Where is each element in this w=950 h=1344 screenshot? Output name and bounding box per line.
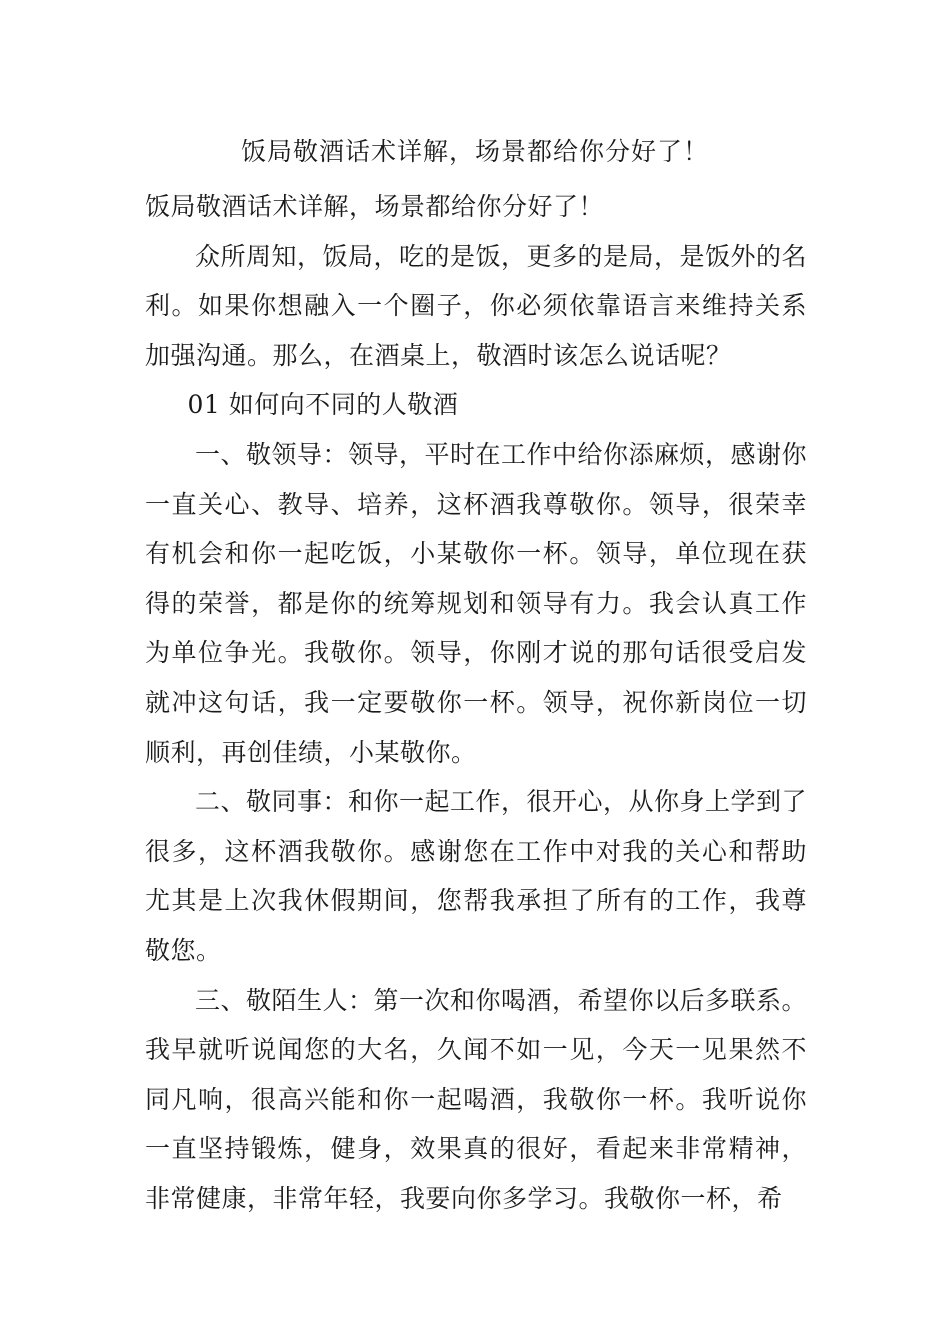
paragraph-toast-stranger: 三、敬陌生人：第一次和你喝酒，希望你以后多联系。我早就听说闻您的大名，久闻不如一见，今天一见果然不同凡响，很高兴能和你一起喝酒，我敬你一杯。我听说你一直坚持锻炼，健身，效果真的很好，看起来非常精神，非常健康，非常年轻，我要向你多学习。我敬你一杯，希: [145, 985, 808, 1213]
section-heading: 01 如何向不同的人敬酒: [187, 390, 459, 420]
intro-paragraph: 众所周知，饭局，吃的是饭，更多的是局，是饭外的名利。如果你想融入一个圈子，你必须依靠语言来维持关系加强沟通。那么，在酒桌上，敬酒时该怎么说话呢？: [145, 241, 808, 370]
paragraph-toast-leader: 一、敬领导：领导，平时在工作中给你添麻烦，感谢你一直关心、教导、培养，这杯酒我尊敬你。领导，很荣幸有机会和你一起吃饭，小某敬你一杯。领导，单位现在获得的荣誉，都是你的统筹规划和领导有力。我会认真工作为单位争光。我敬你。领导，你刚才说的那句话很受启发就冲这句话，我一定要敬你一杯。领导，祝你新岗位一切顺利，再创佳绩，小某敬你。: [145, 439, 808, 767]
document-subtitle: 饭局敬酒话术详解，场景都给你分好了！: [145, 192, 605, 221]
paragraph-toast-colleague: 二、敬同事：和你一起工作，很开心，从你身上学到了很多，这杯酒我敬你。感谢您在工作中对我的关心和帮助尤其是上次我休假期间，您帮我承担了所有的工作，我尊敬您。: [145, 787, 808, 965]
document-title: 饭局敬酒话术详解，场景都给你分好了！: [240, 137, 709, 166]
document-body: [145, 182, 807, 1223]
